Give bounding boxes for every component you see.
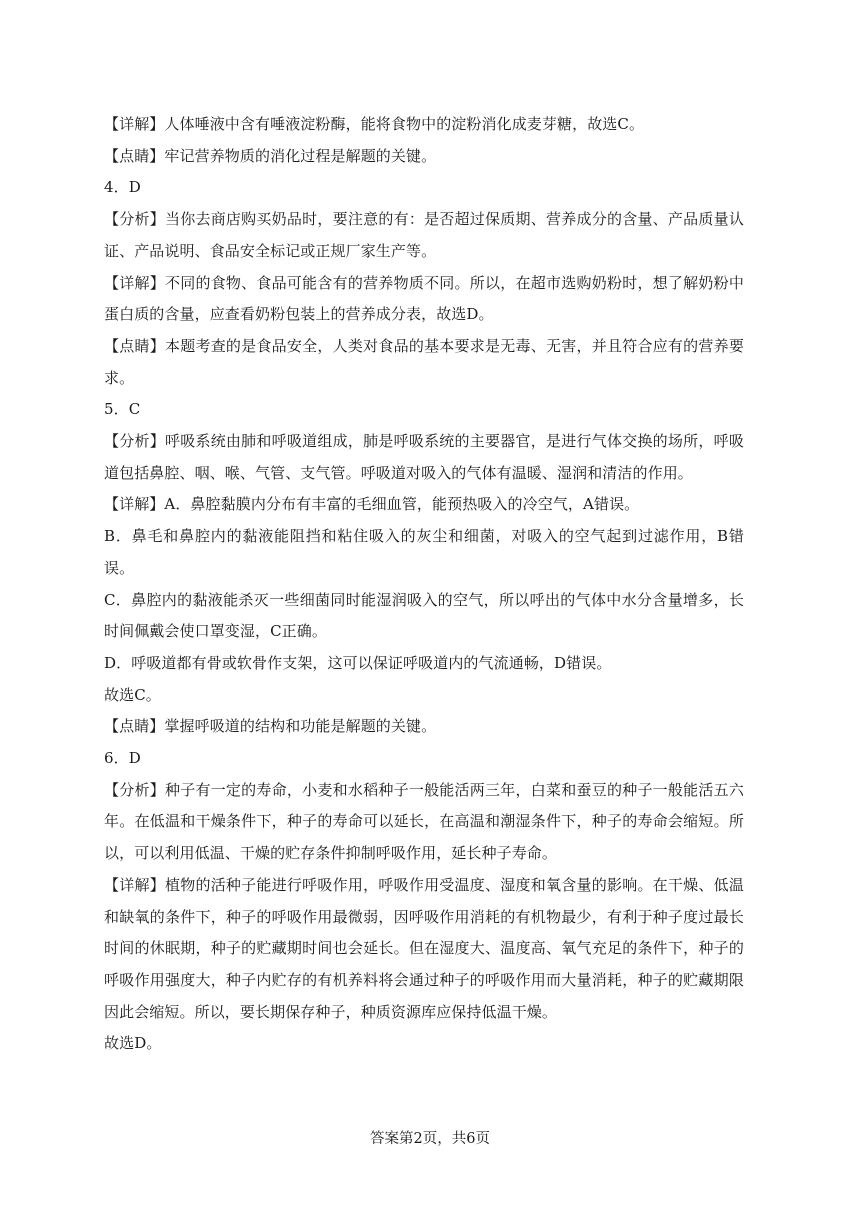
answer-content bbox=[104, 109, 744, 1060]
question-number: 4．D bbox=[104, 178, 141, 197]
question-number: 6．D bbox=[104, 749, 141, 768]
paragraph: C．鼻腔内的黏液能杀灭一些细菌同时能湿润吸入的空气，所以呼出的气体中水分含量增多，长时间佩戴会使口罩变湿，C正确。 bbox=[104, 590, 744, 641]
paragraph: 【详解】植物的活种子能进行呼吸作用，呼吸作用受温度、湿度和氧含量的影响。在干燥、低温和缺氧的条件下，种子的呼吸作用最微弱，因呼吸作用消耗的有机物最少，有利于种子度过最长时间的休眠期，种子的贮藏期时间也会延长。但在湿度大、温度高、氧气充足的条件下，种子的呼吸作用强度大，种子内贮存的有机养料将会通过种子的呼吸作用而大量消耗，种子的贮藏期限因此会缩短。所以，要长期保存种子，种质资源库应保持低温干燥。 bbox=[104, 875, 744, 1021]
paragraph: 【分析】呼吸系统由肺和呼吸道组成，肺是呼吸系统的主要器官，是进行气体交换的场所，呼吸道包括鼻腔、咽、喉、气管、支气管。呼吸道对吸入的气体有温暖、湿润和清洁的作用。 bbox=[104, 432, 744, 482]
paragraph: 【点睛】掌握呼吸道的结构和功能是解题的关键。 bbox=[104, 717, 437, 736]
paragraph: 【分析】种子有一定的寿命，小麦和水稻种子一般能活两三年，白菜和蚕豆的种子一般能活五六年。在低温和干燥条件下，种子的寿命可以延长，在高温和潮湿条件下，种子的寿命会缩短。所以，可以利用低温、干燥的贮存条件抑制呼吸作用，延长种子寿命。 bbox=[104, 780, 744, 863]
question-number: 5．C bbox=[104, 400, 141, 419]
paragraph: 故选D。 bbox=[104, 1034, 162, 1053]
paragraph: D．呼吸道都有骨或软骨作支架，这可以保证呼吸道内的气流通畅，D错误。 bbox=[104, 653, 612, 672]
paragraph: 【点睛】牢记营养物质的消化过程是解题的关键。 bbox=[104, 146, 437, 165]
paragraph: 【详解】人体唾液中含有唾液淀粉酶，能将食物中的淀粉消化成麦芽糖，故选C。 bbox=[104, 115, 645, 133]
paragraph: 【详解】A．鼻腔黏膜内分布有丰富的毛细血管，能预热吸入的冷空气，A错误。 bbox=[104, 495, 640, 514]
paragraph: 故选C。 bbox=[104, 685, 161, 704]
page-footer: 答案第2页，共6页 bbox=[370, 1131, 490, 1147]
paragraph: 【点睛】本题考查的是食品安全，人类对食品的基本要求是无毒、无害，并且符合应有的营养要求。 bbox=[104, 336, 744, 387]
paragraph: 【分析】当你去商店购买奶品时，要注意的有：是否超过保质期、营养成分的含量、产品质量认证、产品说明、食品安全标记或正规厂家生产等。 bbox=[104, 210, 744, 260]
paragraph: B．鼻毛和鼻腔内的黏液能阻挡和粘住吸入的灰尘和细菌，对吸入的空气起到过滤作用，B错误。 bbox=[104, 527, 744, 577]
paragraph: 【详解】不同的食物、食品可能含有的营养物质不同。所以，在超市选购奶粉时，想了解奶粉中蛋白质的含量，应查看奶粉包装上的营养成分表，故选D。 bbox=[104, 273, 744, 324]
